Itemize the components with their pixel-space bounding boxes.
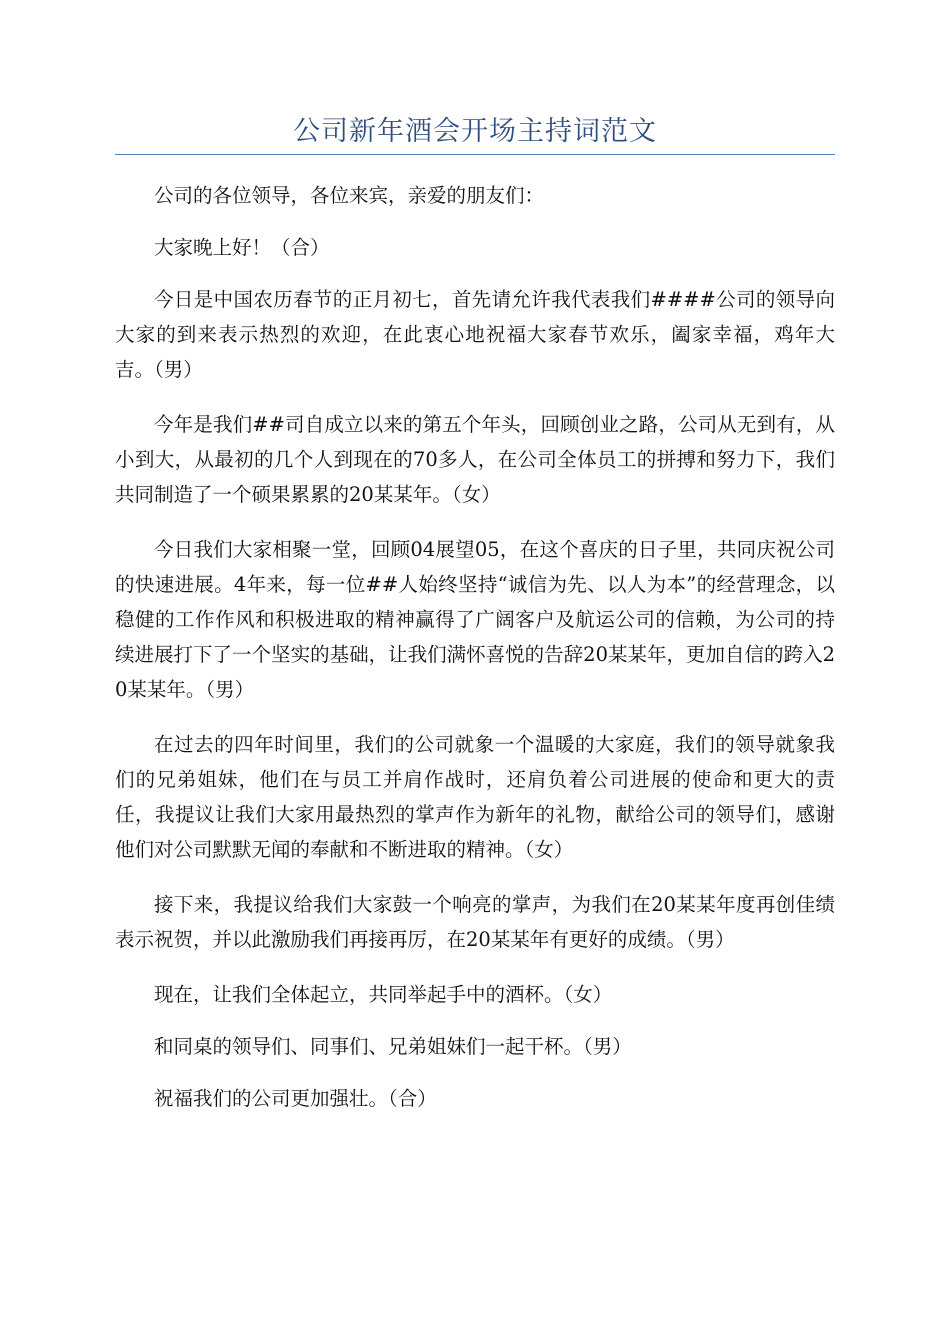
paragraph: 今日我们大家相聚一堂，回顾04展望05，在这个喜庆的日子里，共同庆祝公司的快速进展。4年来，每一位##人始终坚持“诚信为先、以人为本”的经营理念，以稳健的工作作风和积极进取的精神赢得了广阔客户及航运公司的信赖，为公司的持续进展打下了一个坚实的基础，让我们满怀喜悦的告辞20某某年，更加自信的跨入20某某年。（男）	[115, 538, 835, 701]
paragraph-opening: 大家晚上好！（合）	[154, 236, 330, 259]
title-underline	[115, 154, 835, 155]
paragraph: 今年是我们##司自成立以来的第五个年头，回顾创业之路，公司从无到有，从小到大，从最初的几个人到现在的70多人，在公司全体员工的拼搏和努力下，我们共同制造了一个硕果累累的20某某年。（女）	[115, 413, 835, 506]
paragraph: 在过去的四年时间里，我们的公司就象一个温暖的大家庭，我们的领导就象我们的兄弟姐妹，他们在与员工并肩作战时，还肩负着公司进展的使命和更大的责任，我提议让我们大家用最热烈的掌声作为新年的礼物，献给公司的领导们，感谢他们对公司默默无闻的奉献和不断进取的精神。（女）	[115, 733, 835, 861]
paragraph: 接下来，我提议给我们大家鼓一个响亮的掌声，为我们在20某某年度再创佳绩表示祝贺，并以此激励我们再接再厉，在20某某年有更好的成绩。（男）	[115, 893, 835, 951]
document-title: 公司新年酒会开场主持词范文	[293, 116, 657, 147]
paragraph-greeting: 公司的各位领导，各位来宾，亲爱的朋友们：	[154, 184, 545, 207]
paragraph: 和同桌的领导们、同事们、兄弟姐妹们一起干杯。（男）	[154, 1035, 632, 1058]
paragraph: 今日是中国农历春节的正月初七，首先请允许我代表我们####公司的领导向大家的到来表示热烈的欢迎，在此衷心地祝福大家春节欢乐，阖家幸福，鸡年大吉。（男）	[115, 288, 835, 381]
paragraph: 现在，让我们全体起立，共同举起手中的酒杯。（女）	[154, 983, 613, 1006]
document-body	[115, 178, 835, 1133]
paragraph: 祝福我们的公司更加强壮。（合）	[154, 1087, 437, 1110]
